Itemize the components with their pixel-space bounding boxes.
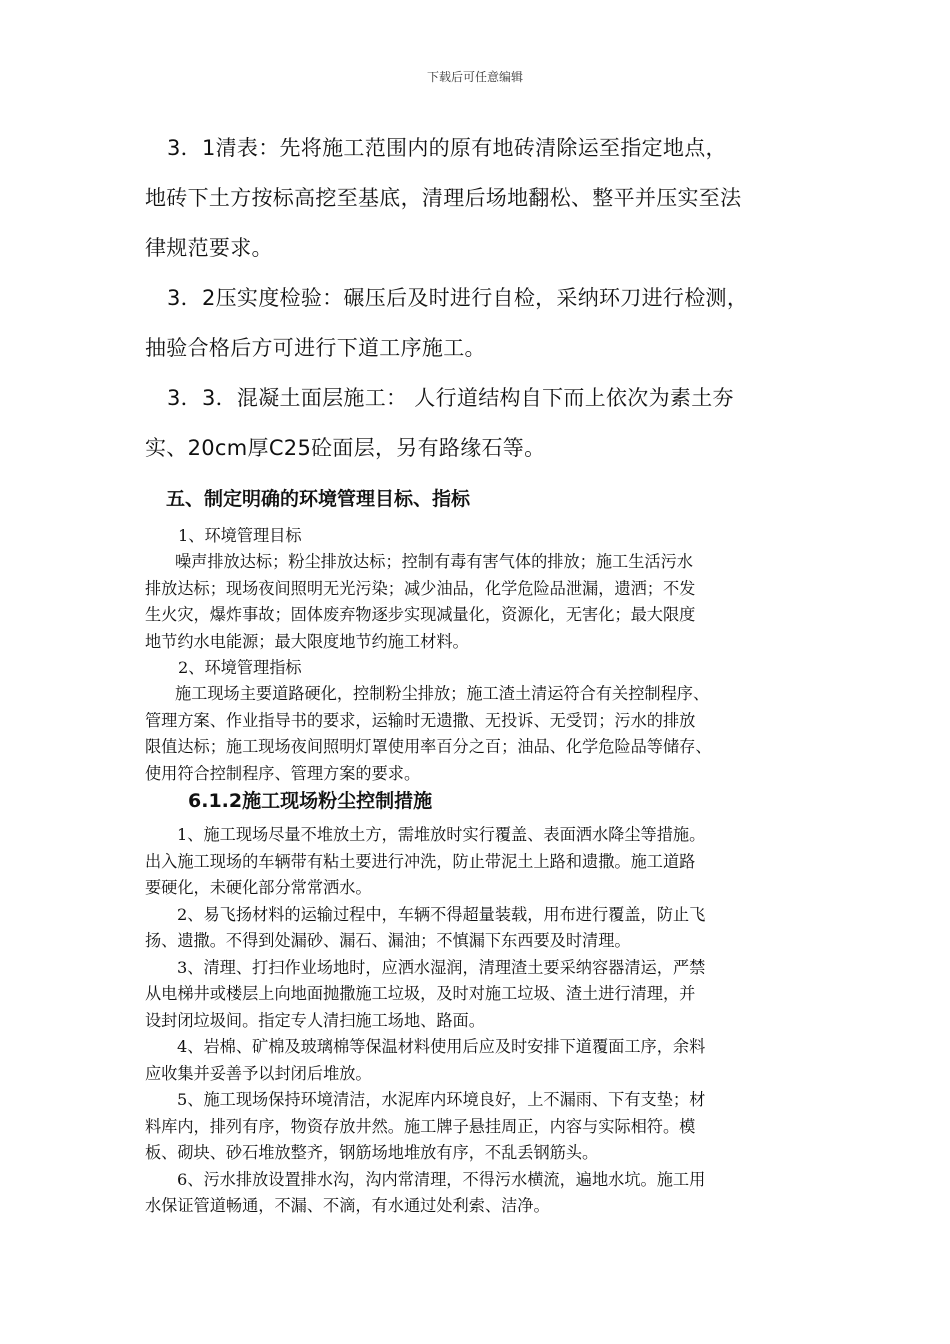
paragraph-line: 律规范要求。 bbox=[145, 236, 273, 260]
paragraph-line: 扬、遗撒。不得到处漏砂、漏石、漏油；不慎漏下东西要及时清理。 bbox=[145, 931, 631, 950]
paragraph-line: 抽验合格后方可进行下道工序施工。 bbox=[145, 336, 486, 360]
paragraph-line: 3．3．混凝土面层施工： 人行道结构自下而上依次为素土夯 bbox=[167, 386, 734, 410]
paragraph-line: 噪声排放达标；粉尘排放达标；控制有毒有害气体的排放；施工生活污水 bbox=[175, 552, 693, 572]
paragraph-line: 施工现场主要道路硬化，控制粉尘排放；施工渣土清运符合有关控制程序、 bbox=[175, 684, 710, 704]
section-5-body bbox=[145, 523, 825, 787]
paragraph-line: 应收集并妥善予以封闭后堆放。 bbox=[145, 1063, 372, 1083]
section-612-heading: 6.1.2施工现场粉尘控制措施 bbox=[188, 790, 433, 812]
paragraph-line: 地砖下土方按标高挖至基底，清理后场地翻松、整平并压实至法 bbox=[145, 186, 742, 210]
paragraph-line: 3．2压实度检验：碾压后及时进行自检，采纳环刀进行检测， bbox=[167, 286, 749, 310]
paragraph-line: 1、施工现场尽量不堆放土方，需堆放时实行覆盖、表面洒水降尘等措施。 bbox=[177, 825, 706, 844]
paragraph-line: 限值达标；施工现场夜间照明灯罩使用率百分之百；油品、化学危险品等储存、 bbox=[145, 737, 712, 757]
section-612-body bbox=[145, 822, 825, 1220]
paragraph-line: 板、砌块、砂石堆放整齐，钢筋场地堆放有序，不乱丢钢筋头。 bbox=[145, 1143, 599, 1162]
paragraph-line: 料库内，排列有序，物资存放井然。施工牌子悬挂周正，内容与实际相符。模 bbox=[145, 1116, 696, 1136]
section-5-heading: 五、制定明确的环境管理目标、指标 bbox=[166, 488, 471, 510]
paragraph-line: 设封闭垃圾间。指定专人清扫施工场地、路面。 bbox=[145, 1010, 485, 1030]
paragraph-line: 实、20cm厚C25砼面层，另有路缘石等。 bbox=[145, 436, 546, 460]
paragraph-line: 生火灾，爆炸事故；固体废弃物逐步实现减量化，资源化，无害化；最大限度 bbox=[145, 605, 696, 625]
paragraph-line: 出入施工现场的车辆带有粘土要进行冲洗，防止带泥土上路和遗撒。施工道路 bbox=[145, 851, 696, 871]
paragraph-line: 2、易飞扬材料的运输过程中，车辆不得超量装载，用布进行覆盖，防止飞 bbox=[177, 904, 706, 924]
page-header: 下载后可任意编辑 bbox=[426, 70, 523, 84]
subsection-title: 2、环境管理指标 bbox=[178, 658, 302, 678]
paragraph-line: 5、施工现场保持环境清洁，水泥库内环境良好，上不漏雨、下有支垫；材 bbox=[177, 1090, 706, 1109]
paragraph-line: 使用符合控制程序、管理方案的要求。 bbox=[145, 763, 421, 783]
subsection-title: 1、环境管理目标 bbox=[178, 526, 302, 545]
paragraph-line: 4、岩棉、矿棉及玻璃棉等保温材料使用后应及时安排下道覆面工序，余料 bbox=[177, 1037, 706, 1056]
paragraph-line: 要硬化，未硬化部分常常洒水。 bbox=[145, 878, 372, 897]
paragraph-line: 从电梯井或楼层上向地面抛撒施工垃圾，及时对施工垃圾、渣土进行清理，并 bbox=[145, 984, 696, 1003]
paragraph-line: 6、污水排放设置排水沟，沟内常清理，不得污水横流，遍地水坑。施工用 bbox=[177, 1169, 706, 1189]
paragraph-line: 水保证管道畅通，不漏、不滴，有水通过处利索、洁净。 bbox=[145, 1196, 550, 1215]
paragraph-line: 3．1清表：先将施工范围内的原有地砖清除运至指定地点， bbox=[167, 136, 727, 160]
paragraph-line: 3、清理、打扫作业场地时，应洒水湿润，清理渣土要采纳容器清运，严禁 bbox=[177, 957, 706, 977]
section-3-text bbox=[145, 123, 815, 473]
paragraph-line: 地节约水电能源；最大限度地节约施工材料。 bbox=[145, 631, 469, 651]
paragraph-line: 管理方案、作业指导书的要求，运输时无遗撒、无投诉、无受罚；污水的排放 bbox=[145, 710, 696, 730]
paragraph-line: 排放达标；现场夜间照明无光污染；减少油品，化学危险品泄漏，遗洒；不发 bbox=[145, 578, 696, 598]
